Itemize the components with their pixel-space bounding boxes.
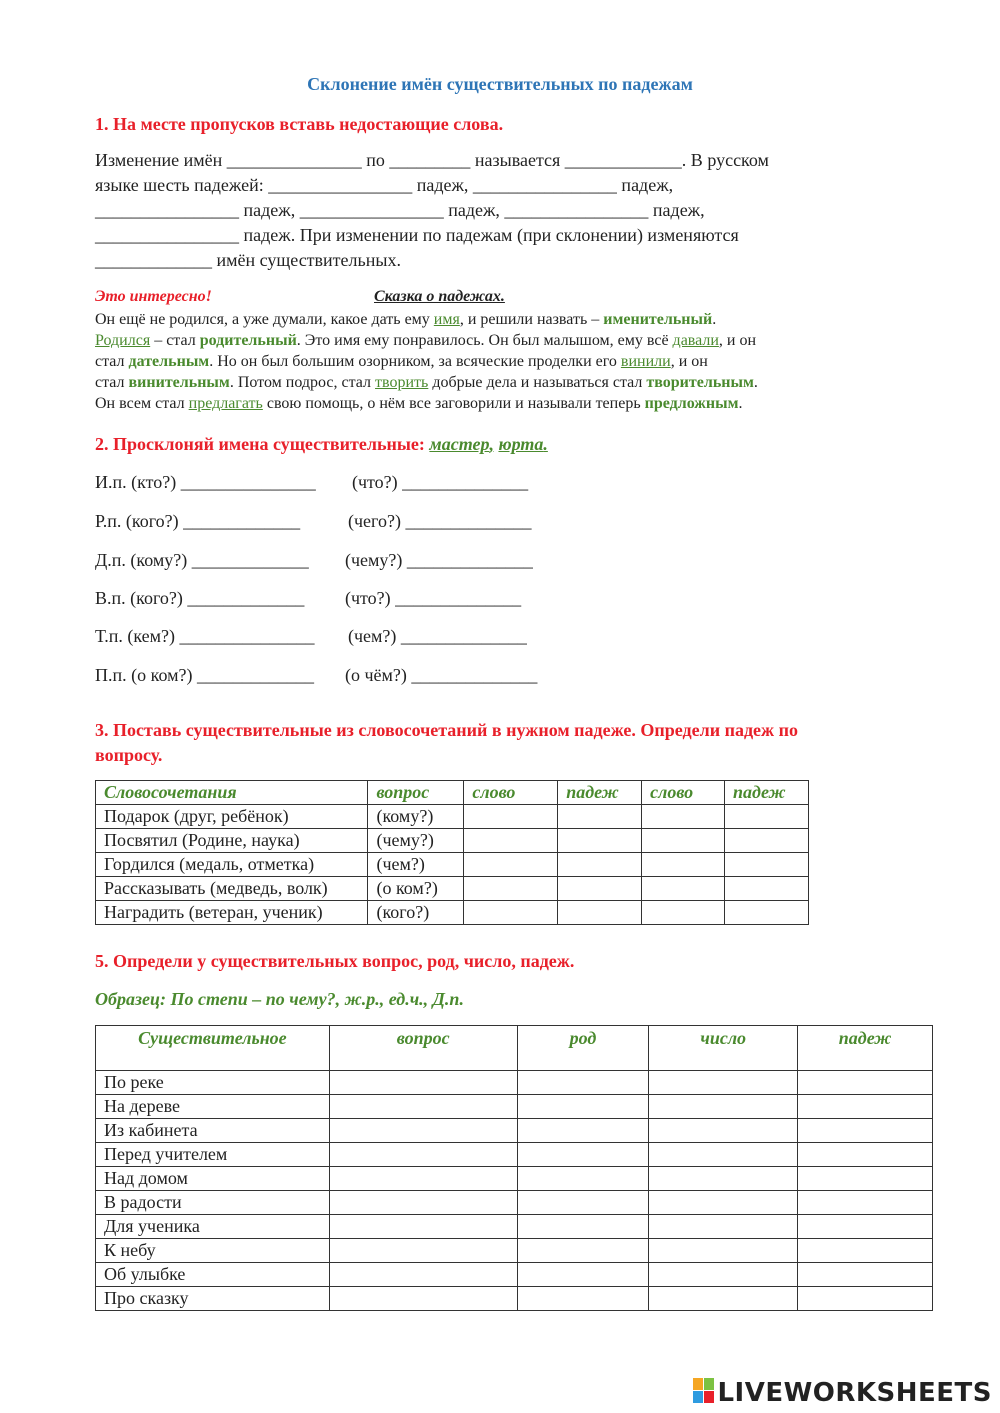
story-line-2: Родился – стал родительный. Это имя ему понравилось. Он был малышом, ему всё давали, и он xyxy=(95,332,757,349)
answer-cell[interactable] xyxy=(798,1215,933,1239)
answer-cell[interactable] xyxy=(517,1239,649,1263)
answer-cell[interactable] xyxy=(329,1071,517,1095)
answer-cell[interactable] xyxy=(329,1215,517,1239)
answer-cell[interactable] xyxy=(649,1215,798,1239)
answer-cell[interactable] xyxy=(649,1263,798,1287)
case-row-pre: П.п. (о ком?) _____________ xyxy=(95,665,314,685)
task5-heading: 5. Определи у существительных вопрос, род, число, падеж. xyxy=(95,951,575,971)
table-row: Наградить (ветеран, ученик) (кого?) xyxy=(96,901,809,925)
table-row: Об улыбке xyxy=(96,1263,933,1287)
case-row-pre-2: (о чём?) ______________ xyxy=(345,665,538,685)
col-header: вопрос xyxy=(368,781,464,805)
story-line-1: Он ещё не родился, а уже думали, какое дать ему имя, и решили назвать – именительный. xyxy=(95,311,717,328)
story-text xyxy=(95,309,915,414)
task1-line: _____________ имён существительных. xyxy=(95,250,401,270)
answer-cell[interactable] xyxy=(558,877,642,901)
col-header: Словосочетания xyxy=(96,781,368,805)
answer-cell[interactable] xyxy=(798,1143,933,1167)
answer-cell[interactable] xyxy=(642,877,725,901)
answer-cell[interactable] xyxy=(329,1119,517,1143)
case-row-ins: Т.п. (кем?) _______________ xyxy=(95,626,315,646)
answer-cell[interactable] xyxy=(798,1239,933,1263)
answer-cell[interactable] xyxy=(798,1071,933,1095)
task1-line: ________________ падеж. При изменении по падежам (при склонении) изменяются xyxy=(95,225,739,245)
col-header: вопрос xyxy=(329,1026,517,1071)
task2-heading: 2. Просклоняй имена существительные: мастер, юрта. xyxy=(95,434,548,454)
answer-cell[interactable] xyxy=(649,1191,798,1215)
table-row: В радости xyxy=(96,1191,933,1215)
story-line-3: стал дательным. Но он был большим озорником, за всяческие проделки его винили, и он xyxy=(95,353,708,370)
page-title: Склонение имён существительных по падежам xyxy=(307,74,693,94)
answer-cell[interactable] xyxy=(649,1287,798,1311)
table-row: Про сказку xyxy=(96,1287,933,1311)
logo-text: LIVEWORKSHEETS xyxy=(717,1378,992,1408)
table-row: На дереве xyxy=(96,1095,933,1119)
answer-cell[interactable] xyxy=(798,1119,933,1143)
answer-cell[interactable] xyxy=(517,1215,649,1239)
answer-cell[interactable] xyxy=(725,805,809,829)
answer-cell[interactable] xyxy=(649,1095,798,1119)
task1-line: ________________ падеж, ________________ падеж, ________________ падеж, xyxy=(95,200,705,220)
answer-cell[interactable] xyxy=(649,1071,798,1095)
answer-cell[interactable] xyxy=(649,1167,798,1191)
answer-cell[interactable] xyxy=(649,1143,798,1167)
answer-cell[interactable] xyxy=(517,1263,649,1287)
answer-cell[interactable] xyxy=(798,1167,933,1191)
case-row-gen: Р.п. (кого?) _____________ xyxy=(95,511,301,531)
answer-cell[interactable] xyxy=(517,1191,649,1215)
table-header xyxy=(96,781,809,805)
table-row: По реке xyxy=(96,1071,933,1095)
answer-cell[interactable] xyxy=(798,1263,933,1287)
table-row: Для ученика xyxy=(96,1215,933,1239)
col-header: падеж xyxy=(798,1026,933,1071)
col-header: слово xyxy=(642,781,725,805)
answer-cell[interactable] xyxy=(642,853,725,877)
answer-cell[interactable] xyxy=(517,1287,649,1311)
task5-sample: Образец: По степи – по чему?, ж.р., ед.ч., Д.п. xyxy=(95,989,464,1009)
story-line-5: Он всем стал предлагать свою помощь, о нём все заговорили и называли теперь предложным. xyxy=(95,395,743,412)
answer-cell[interactable] xyxy=(329,1263,517,1287)
answer-cell[interactable] xyxy=(517,1095,649,1119)
task5-table xyxy=(95,1025,933,1311)
task1-text xyxy=(95,148,915,273)
task1-line: Изменение имён _______________ по _________ называется _____________. В русском xyxy=(95,150,769,170)
col-header: падеж xyxy=(558,781,642,805)
answer-cell[interactable] xyxy=(725,853,809,877)
answer-cell[interactable] xyxy=(649,1119,798,1143)
case-row-dat-2: (чему?) ______________ xyxy=(345,550,533,570)
case-row-nom: И.п. (кто?) _______________ xyxy=(95,472,316,492)
answer-cell[interactable] xyxy=(642,901,725,925)
col-header: падеж xyxy=(725,781,809,805)
answer-cell[interactable] xyxy=(517,1119,649,1143)
table-row: Рассказывать (медведь, волк) (о ком?) xyxy=(96,877,809,901)
table-row: Посвятил (Родине, наука) (чему?) xyxy=(96,829,809,853)
col-header: слово xyxy=(464,781,558,805)
answer-cell[interactable] xyxy=(725,829,809,853)
answer-cell[interactable] xyxy=(329,1239,517,1263)
liveworksheets-logo[interactable] xyxy=(693,1378,992,1408)
answer-cell[interactable] xyxy=(642,805,725,829)
answer-cell[interactable] xyxy=(558,805,642,829)
case-row-dat: Д.п. (кому?) _____________ xyxy=(95,550,309,570)
answer-cell[interactable] xyxy=(329,1287,517,1311)
story-title: Сказка о падежах. xyxy=(374,288,505,305)
case-row-acc-2: (что?) ______________ xyxy=(345,588,522,608)
answer-cell[interactable] xyxy=(464,829,558,853)
table-row: Гордился (медаль, отметка) (чем?) xyxy=(96,853,809,877)
table-row: Из кабинета xyxy=(96,1119,933,1143)
table-header xyxy=(96,1026,933,1071)
answer-cell[interactable] xyxy=(558,853,642,877)
task3-heading: 3. Поставь существительные из словосочетаний в нужном падеже. Определи падеж по вопросу. xyxy=(95,720,798,765)
col-header: род xyxy=(517,1026,649,1071)
answer-cell[interactable] xyxy=(464,877,558,901)
answer-cell[interactable] xyxy=(798,1191,933,1215)
answer-cell[interactable] xyxy=(329,1143,517,1167)
table-row: Над домом xyxy=(96,1167,933,1191)
col-header: число xyxy=(649,1026,798,1071)
answer-cell[interactable] xyxy=(725,877,809,901)
answer-cell[interactable] xyxy=(329,1095,517,1119)
answer-cell[interactable] xyxy=(517,1167,649,1191)
answer-cell[interactable] xyxy=(517,1071,649,1095)
case-row-acc: В.п. (кого?) _____________ xyxy=(95,588,305,608)
interesting-label: Это интересно! xyxy=(95,288,212,305)
answer-cell[interactable] xyxy=(725,901,809,925)
story-line-4: стал винительным. Потом подрос, стал творить добрые дела и называться стал творительным. xyxy=(95,374,758,391)
answer-cell[interactable] xyxy=(329,1191,517,1215)
logo-icon xyxy=(693,1378,715,1404)
answer-cell[interactable] xyxy=(464,805,558,829)
answer-cell[interactable] xyxy=(517,1143,649,1167)
case-row-gen-2: (чего?) ______________ xyxy=(348,511,532,531)
answer-cell[interactable] xyxy=(558,901,642,925)
task1-line: языке шесть падежей: ________________ падеж, ________________ падеж, xyxy=(95,175,674,195)
answer-cell[interactable] xyxy=(558,829,642,853)
answer-cell[interactable] xyxy=(329,1167,517,1191)
answer-cell[interactable] xyxy=(464,853,558,877)
table-row: Подарок (друг, ребёнок) (кому?) xyxy=(96,805,809,829)
col-header: Существительное xyxy=(96,1026,330,1071)
answer-cell[interactable] xyxy=(642,829,725,853)
case-row-nom-2: (что?) ______________ xyxy=(352,472,529,492)
answer-cell[interactable] xyxy=(649,1239,798,1263)
answer-cell[interactable] xyxy=(798,1287,933,1311)
answer-cell[interactable] xyxy=(798,1095,933,1119)
case-row-ins-2: (чем?) ______________ xyxy=(348,626,527,646)
answer-cell[interactable] xyxy=(464,901,558,925)
task3-table xyxy=(95,780,809,925)
table-row: Перед учителем xyxy=(96,1143,933,1167)
table-row: К небу xyxy=(96,1239,933,1263)
task1-heading: 1. На месте пропусков вставь недостающие слова. xyxy=(95,114,504,134)
